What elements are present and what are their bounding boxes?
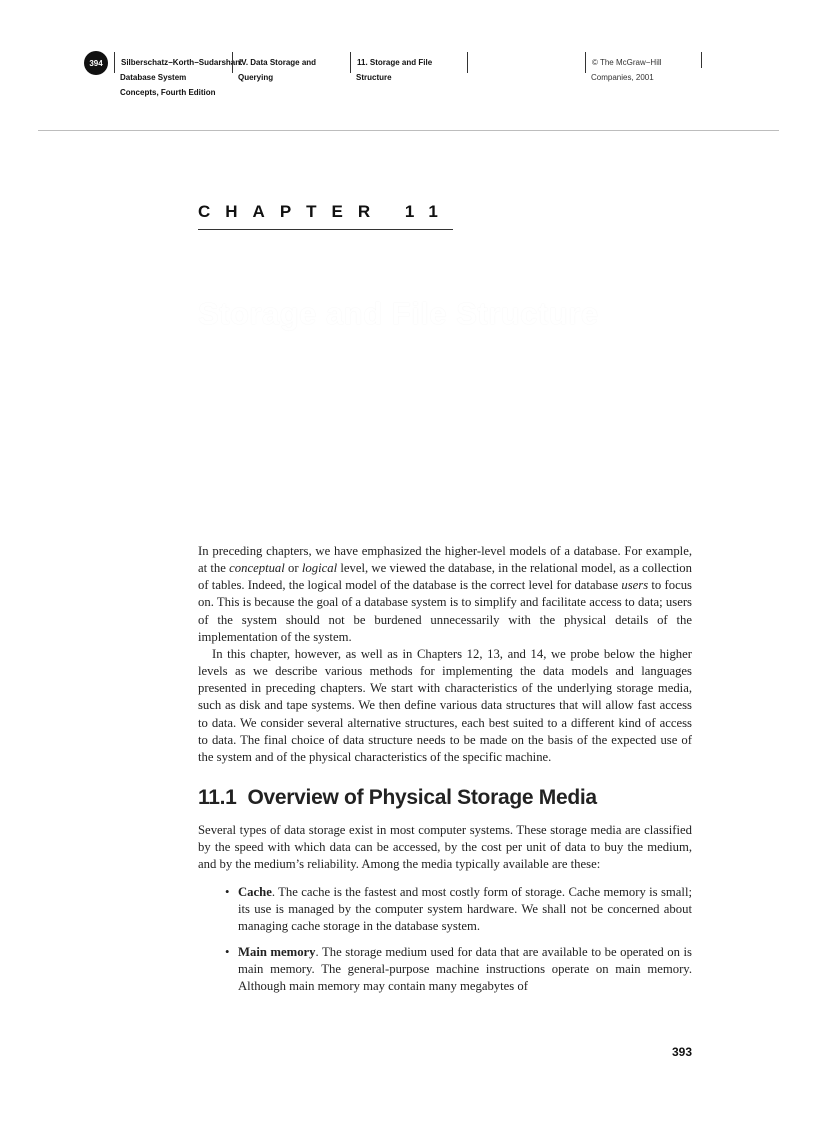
bullet-icon: • — [225, 884, 230, 899]
list-item-main-memory — [198, 944, 692, 995]
header-copyright-cell — [585, 52, 662, 73]
list-item-term: Main memory — [238, 944, 316, 959]
list-item-term: Cache — [238, 884, 272, 899]
header-copyright-line2: Companies, 2001 — [591, 73, 654, 82]
header-book-cell — [114, 52, 243, 73]
header-part-cell — [232, 52, 316, 73]
storage-media-list — [198, 884, 692, 996]
page-number-badge — [84, 51, 108, 75]
list-item-cache — [198, 884, 692, 935]
header-book-line3: Concepts, Fourth Edition — [120, 88, 216, 97]
header-copyright-line1: © The McGraw−Hill — [592, 58, 662, 67]
intro-paragraph-2: In this chapter, however, as well as in Chapters 12, 13, and 14, we probe below the higher levels as we describe various methods for implementing the data models and languages presented in preceding chapters. We start with characteristics of the underlying storage media, such as disk and tape systems. We then define various data structures that will allow fast access to data. We consider several alternative structures, each best suited to a different kind of access to data. The final choice of data structure needs to be made on the basis of the expected use of the system and of the physical characteristics of the specific machine. — [198, 646, 692, 764]
section-heading — [198, 786, 692, 810]
bullet-icon: • — [225, 944, 230, 959]
intro-p1-text-d: to focus on. This is because the goal of a database system is to simplify and facilitate access to data; users of the system should not be burdened unnecessarily with the physical details of the implementation of the system. — [198, 578, 692, 644]
header-book-line2: Database System — [120, 73, 187, 82]
intro-p1-text-b: or — [284, 561, 302, 576]
chapter-label: CHAPTER 11 — [198, 202, 453, 221]
page-badge-text: 394 — [89, 58, 103, 68]
intro-paragraph-1 — [198, 543, 692, 646]
footer-page-number: 393 — [671, 1045, 692, 1059]
intro-p1-text-a: In preceding chapters, we have emphasized the higher-level models of a database. For example, at the — [198, 544, 692, 576]
header-chapter-cell — [350, 52, 432, 73]
header-part-line1: IV. Data Storage and — [239, 58, 317, 67]
term-logical: logical — [301, 561, 338, 576]
section-title: Overview of Physical Storage Media — [247, 786, 597, 810]
header-end-divider — [701, 52, 702, 68]
section-number: 11.1 — [198, 786, 237, 810]
term-conceptual: conceptual — [229, 561, 285, 576]
header-part-line2: Querying — [238, 73, 274, 82]
chapter-underline — [198, 229, 453, 230]
header-book-line1: Silberschatz−Korth−Sudarshan: — [121, 58, 243, 67]
intro-p1-text-c: level, we viewed the database, in the relational model, as a collection of tables. Indeed, the logical model of the database is the correct level for database — [198, 561, 692, 593]
header-rule — [38, 130, 779, 131]
list-item-text: . The storage medium used for data that are available to be operated on is main memory. The general-purpose machine instructions operate on main memory. Although main memory may contain many megabytes of — [238, 944, 692, 994]
body-text — [198, 543, 692, 1004]
header-empty-cell — [467, 52, 584, 73]
chapter-title: Storage and File Structure — [198, 296, 599, 331]
section-paragraph: Several types of data storage exist in most computer systems. These storage media are classified by the speed with which data can be accessed, by the cost per unit of data to buy the medium, and by the medium’s reliability. Among the media typically available are these: — [198, 823, 692, 872]
header-chapter-line2: Structure — [356, 73, 392, 82]
header-chapter-line1: 11. Storage and File — [357, 58, 433, 67]
list-item-text: . The cache is the fastest and most costly form of storage. Cache memory is small; its use is managed by the computer system hardware. We shall not be concerned about managing cache storage in the database system. — [238, 884, 692, 933]
term-users: users — [621, 578, 649, 593]
